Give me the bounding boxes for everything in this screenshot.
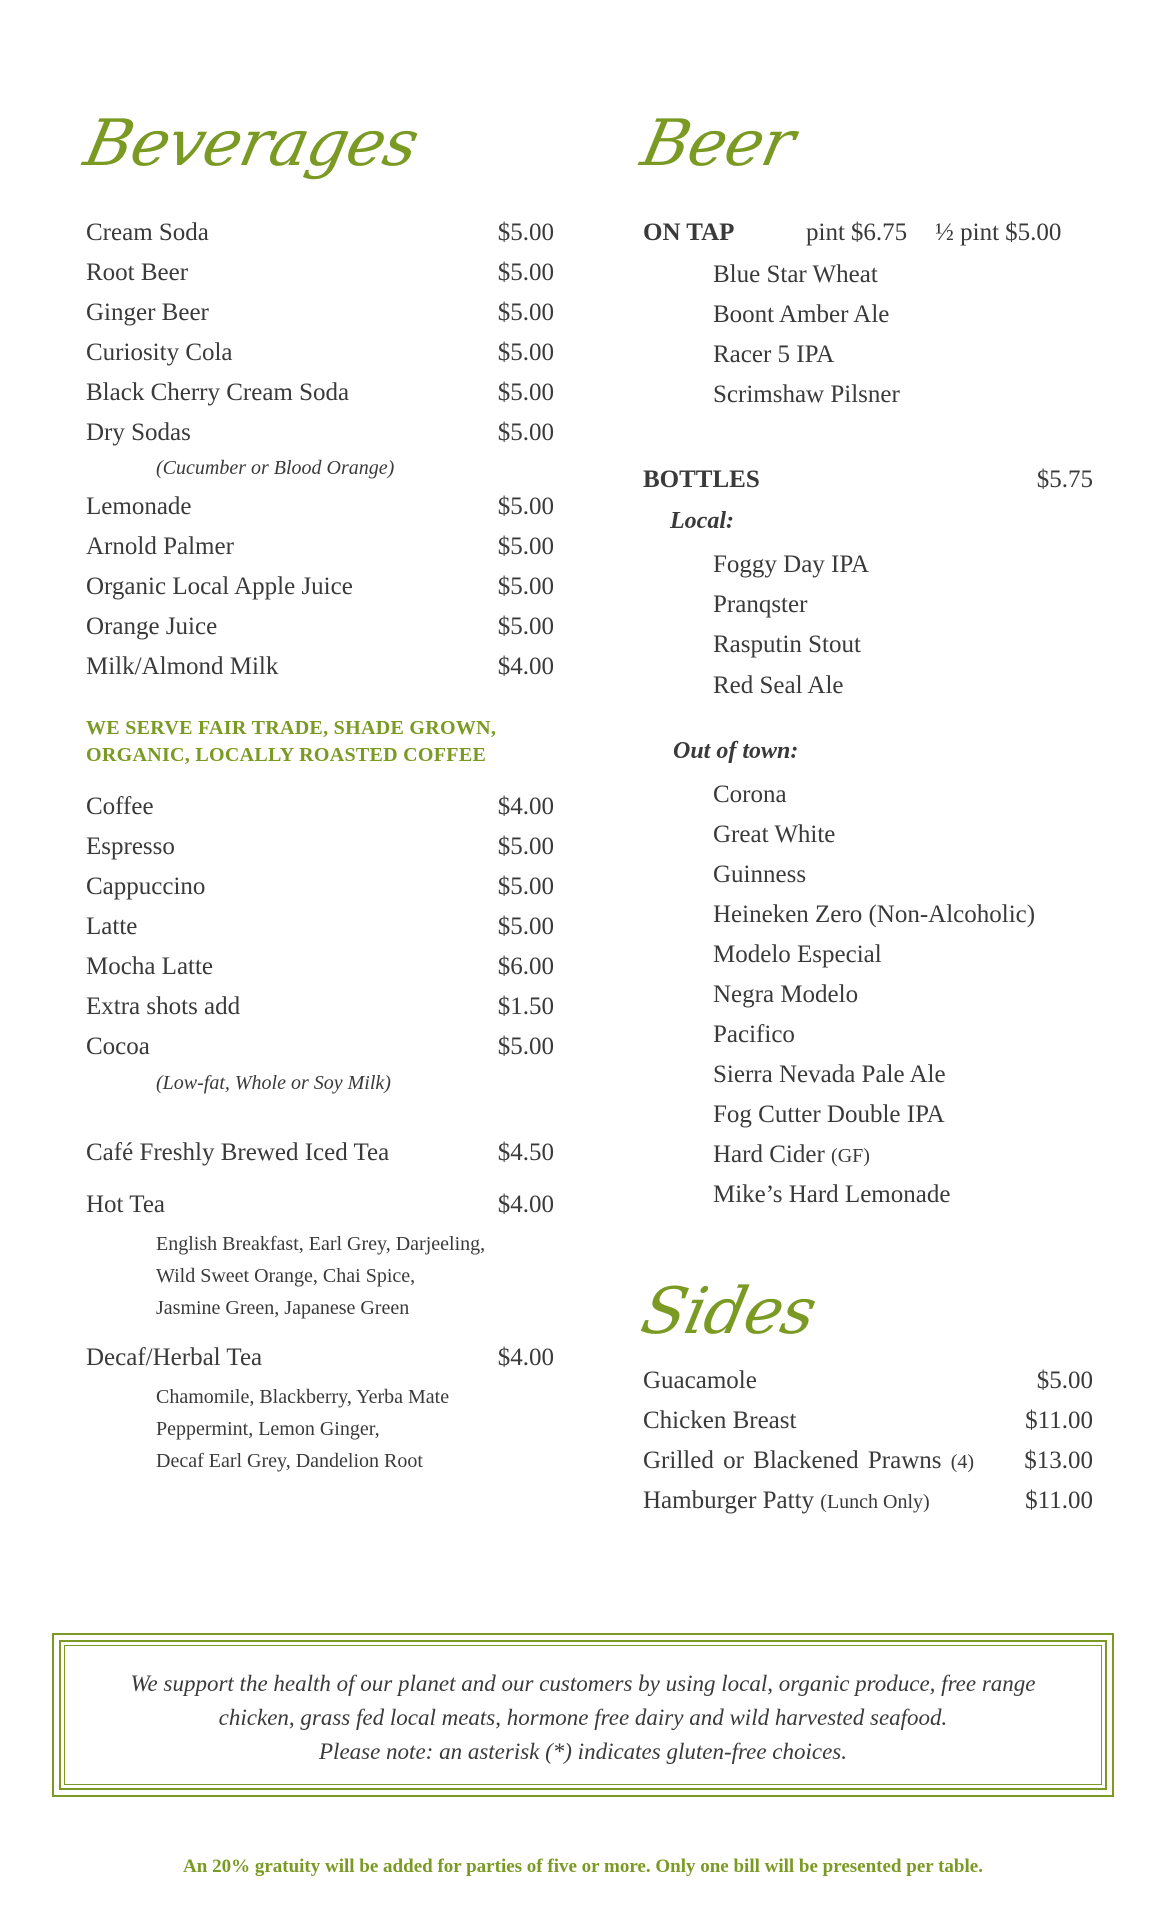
local-label: Local:	[670, 508, 734, 534]
gratuity-footer: An 20% gratuity will be added for parties of five or more. Only one bill will be presented per table.	[183, 1856, 983, 1877]
cocoa-note: (Low-fat, Whole or Soy Milk)	[156, 1072, 391, 1094]
beer-item: Negra Modelo	[713, 981, 859, 1008]
beer-item: Pacifico	[713, 1021, 795, 1048]
beer-item: Guinness	[713, 861, 807, 888]
beer-item: Mike’s Hard Lemonade	[713, 1181, 951, 1208]
beer-item: Great White	[713, 821, 836, 848]
on-tap-prices: pint $6.75 ½ pint $5.00	[806, 219, 1062, 246]
notice-line: chicken, grass fed local meats, hormone free dairy and wild harvested seafood.	[218, 1705, 948, 1730]
beer-item: Heineken Zero (Non-Alcoholic)	[713, 901, 1036, 928]
beer-item: Scrimshaw Pilsner	[713, 381, 900, 408]
beverages-heading: Beverages	[78, 107, 425, 181]
notice-line: We support the health of our planet and our customers by using local, organic produce, free range	[130, 1671, 1036, 1696]
beer-heading: Beer	[635, 107, 801, 181]
hot-tea-description: English Breakfast, Earl Grey, Darjeeling, Wild Sweet Orange, Chai Spice, Jasmine Green, Japanese Green	[156, 1233, 486, 1319]
beer-item: Boont Amber Ale	[713, 301, 890, 328]
dry-sodas-note: (Cucumber or Blood Orange)	[156, 457, 395, 479]
beer-item: Pranqster	[713, 591, 808, 618]
beer-item: Sierra Nevada Pale Ale	[713, 1061, 946, 1088]
out-of-town-label: Out of town:	[673, 738, 799, 764]
beer-item: Hard Cider (GF)	[713, 1141, 870, 1168]
beer-item: Fog Cutter Double IPA	[713, 1101, 945, 1128]
herbal-tea-description: Chamomile, Blackberry, Yerba Mate Peppermint, Lemon Ginger, Decaf Earl Grey, Dandelion Root	[156, 1386, 450, 1472]
beer-item: Red Seal Ale	[713, 672, 844, 699]
beer-item: Rasputin Stout	[713, 631, 861, 658]
coffee-note: WE SERVE FAIR TRADE, SHADE GROWN, ORGANIC, LOCALLY ROASTED COFFEE	[86, 717, 497, 766]
beer-item: Blue Star Wheat	[713, 261, 878, 288]
beer-item: Modelo Especial	[713, 941, 882, 968]
sustainability-notice	[52, 1633, 1114, 1797]
notice-line: Please note: an asterisk (*) indicates gluten-free choices.	[319, 1739, 847, 1764]
beer-item: Corona	[713, 781, 787, 808]
sides-heading: Sides	[635, 1275, 822, 1349]
beer-item: Foggy Day IPA	[713, 551, 870, 578]
on-tap-label: ON TAP	[643, 219, 735, 246]
beer-item: Racer 5 IPA	[713, 341, 835, 368]
